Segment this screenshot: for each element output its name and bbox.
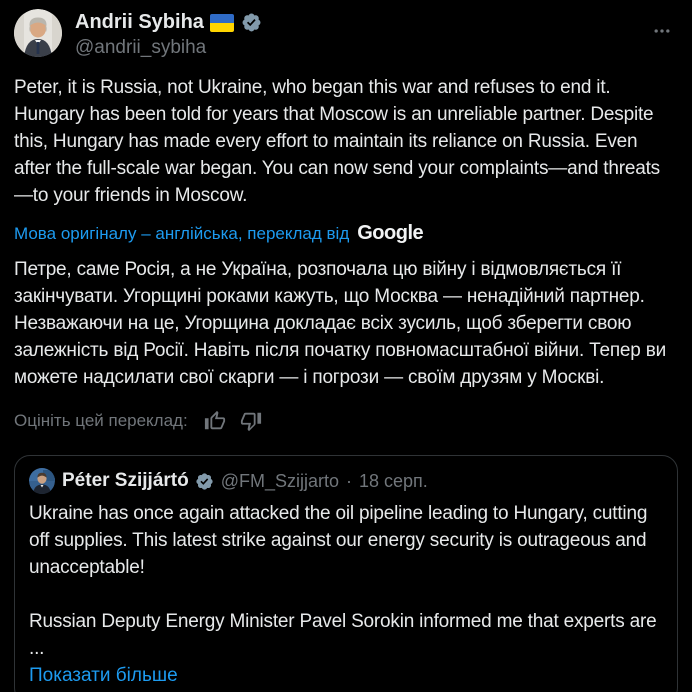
verified-badge-icon (241, 12, 262, 33)
tweet (14, 9, 678, 692)
quoted-verified-badge-icon (195, 472, 214, 491)
thumb-up-icon (204, 410, 226, 432)
quoted-tweet-header (29, 468, 663, 494)
quoted-author-avatar-image (29, 468, 55, 494)
author-avatar-image (14, 9, 62, 57)
ukraine-flag-emoji (210, 14, 234, 32)
more-button[interactable] (646, 15, 678, 50)
thumb-up-button[interactable] (202, 408, 228, 434)
google-logo: Google (357, 222, 424, 244)
quoted-tweet-text-p1: Ukraine has once again attacked the oil pipeline leading to Hungary, cutting off supplies. This latest strike against our energy security is outrageous and unacceptable! (29, 503, 648, 578)
more-ellipsis-icon (652, 21, 672, 41)
tweet-text-translated: Петре, саме Росія, а не Україна, розпочала цю війну і відмовляється її закінчувати. Угорщині роками кажуть, що Москва — ненадійний партнер. Незважаючи на це, Угорщина докладає всіх зусиль, щоб зберегти свою залежність від Росії. Навіть після початку повномасштабної війни. Тепер ви можете надсилати свої скарги — і погрози — своїм друзям у Москві. (14, 259, 672, 388)
author-name[interactable]: Andrii Sybiha (75, 11, 204, 33)
translation-attribution[interactable] (14, 222, 678, 245)
quoted-tweet-date: 18 серп. (359, 470, 428, 491)
quoted-author-avatar[interactable] (29, 468, 55, 494)
thumb-down-icon (240, 410, 262, 432)
translation-note-text: Мова оригіналу – англійська, переклад від (14, 223, 350, 243)
quoted-meta-separator: · (346, 470, 353, 491)
author-names (75, 9, 646, 59)
thumb-down-button[interactable] (238, 408, 264, 434)
quoted-author-handle: @FM_Szijjarto (220, 470, 340, 491)
rate-translation-row (14, 408, 678, 434)
author-handle[interactable]: @andrii_sybiha (75, 37, 207, 58)
author-avatar[interactable] (14, 9, 62, 57)
tweet-header (14, 9, 678, 59)
tweet-text-original: Peter, it is Russia, not Ukraine, who began this war and refuses to end it. Hungary has been told for years that Moscow is an unreliable partner. Despite this, Hungary has made every effort to maintain its reliance on Russia. Even after the full-scale war began. You can now send your complaints—and threats—to your friends in Moscow. (14, 77, 660, 206)
quoted-tweet-text-p2: Russian Deputy Energy Minister Pavel Sorokin informed me that experts are ... (29, 611, 657, 659)
show-more-link[interactable]: Показати більше (29, 665, 178, 686)
quoted-tweet[interactable] (14, 455, 678, 692)
rate-translation-label: Оцініть цей переклад: (14, 411, 188, 430)
quoted-author-name[interactable]: Péter Szijjártó (62, 470, 189, 491)
